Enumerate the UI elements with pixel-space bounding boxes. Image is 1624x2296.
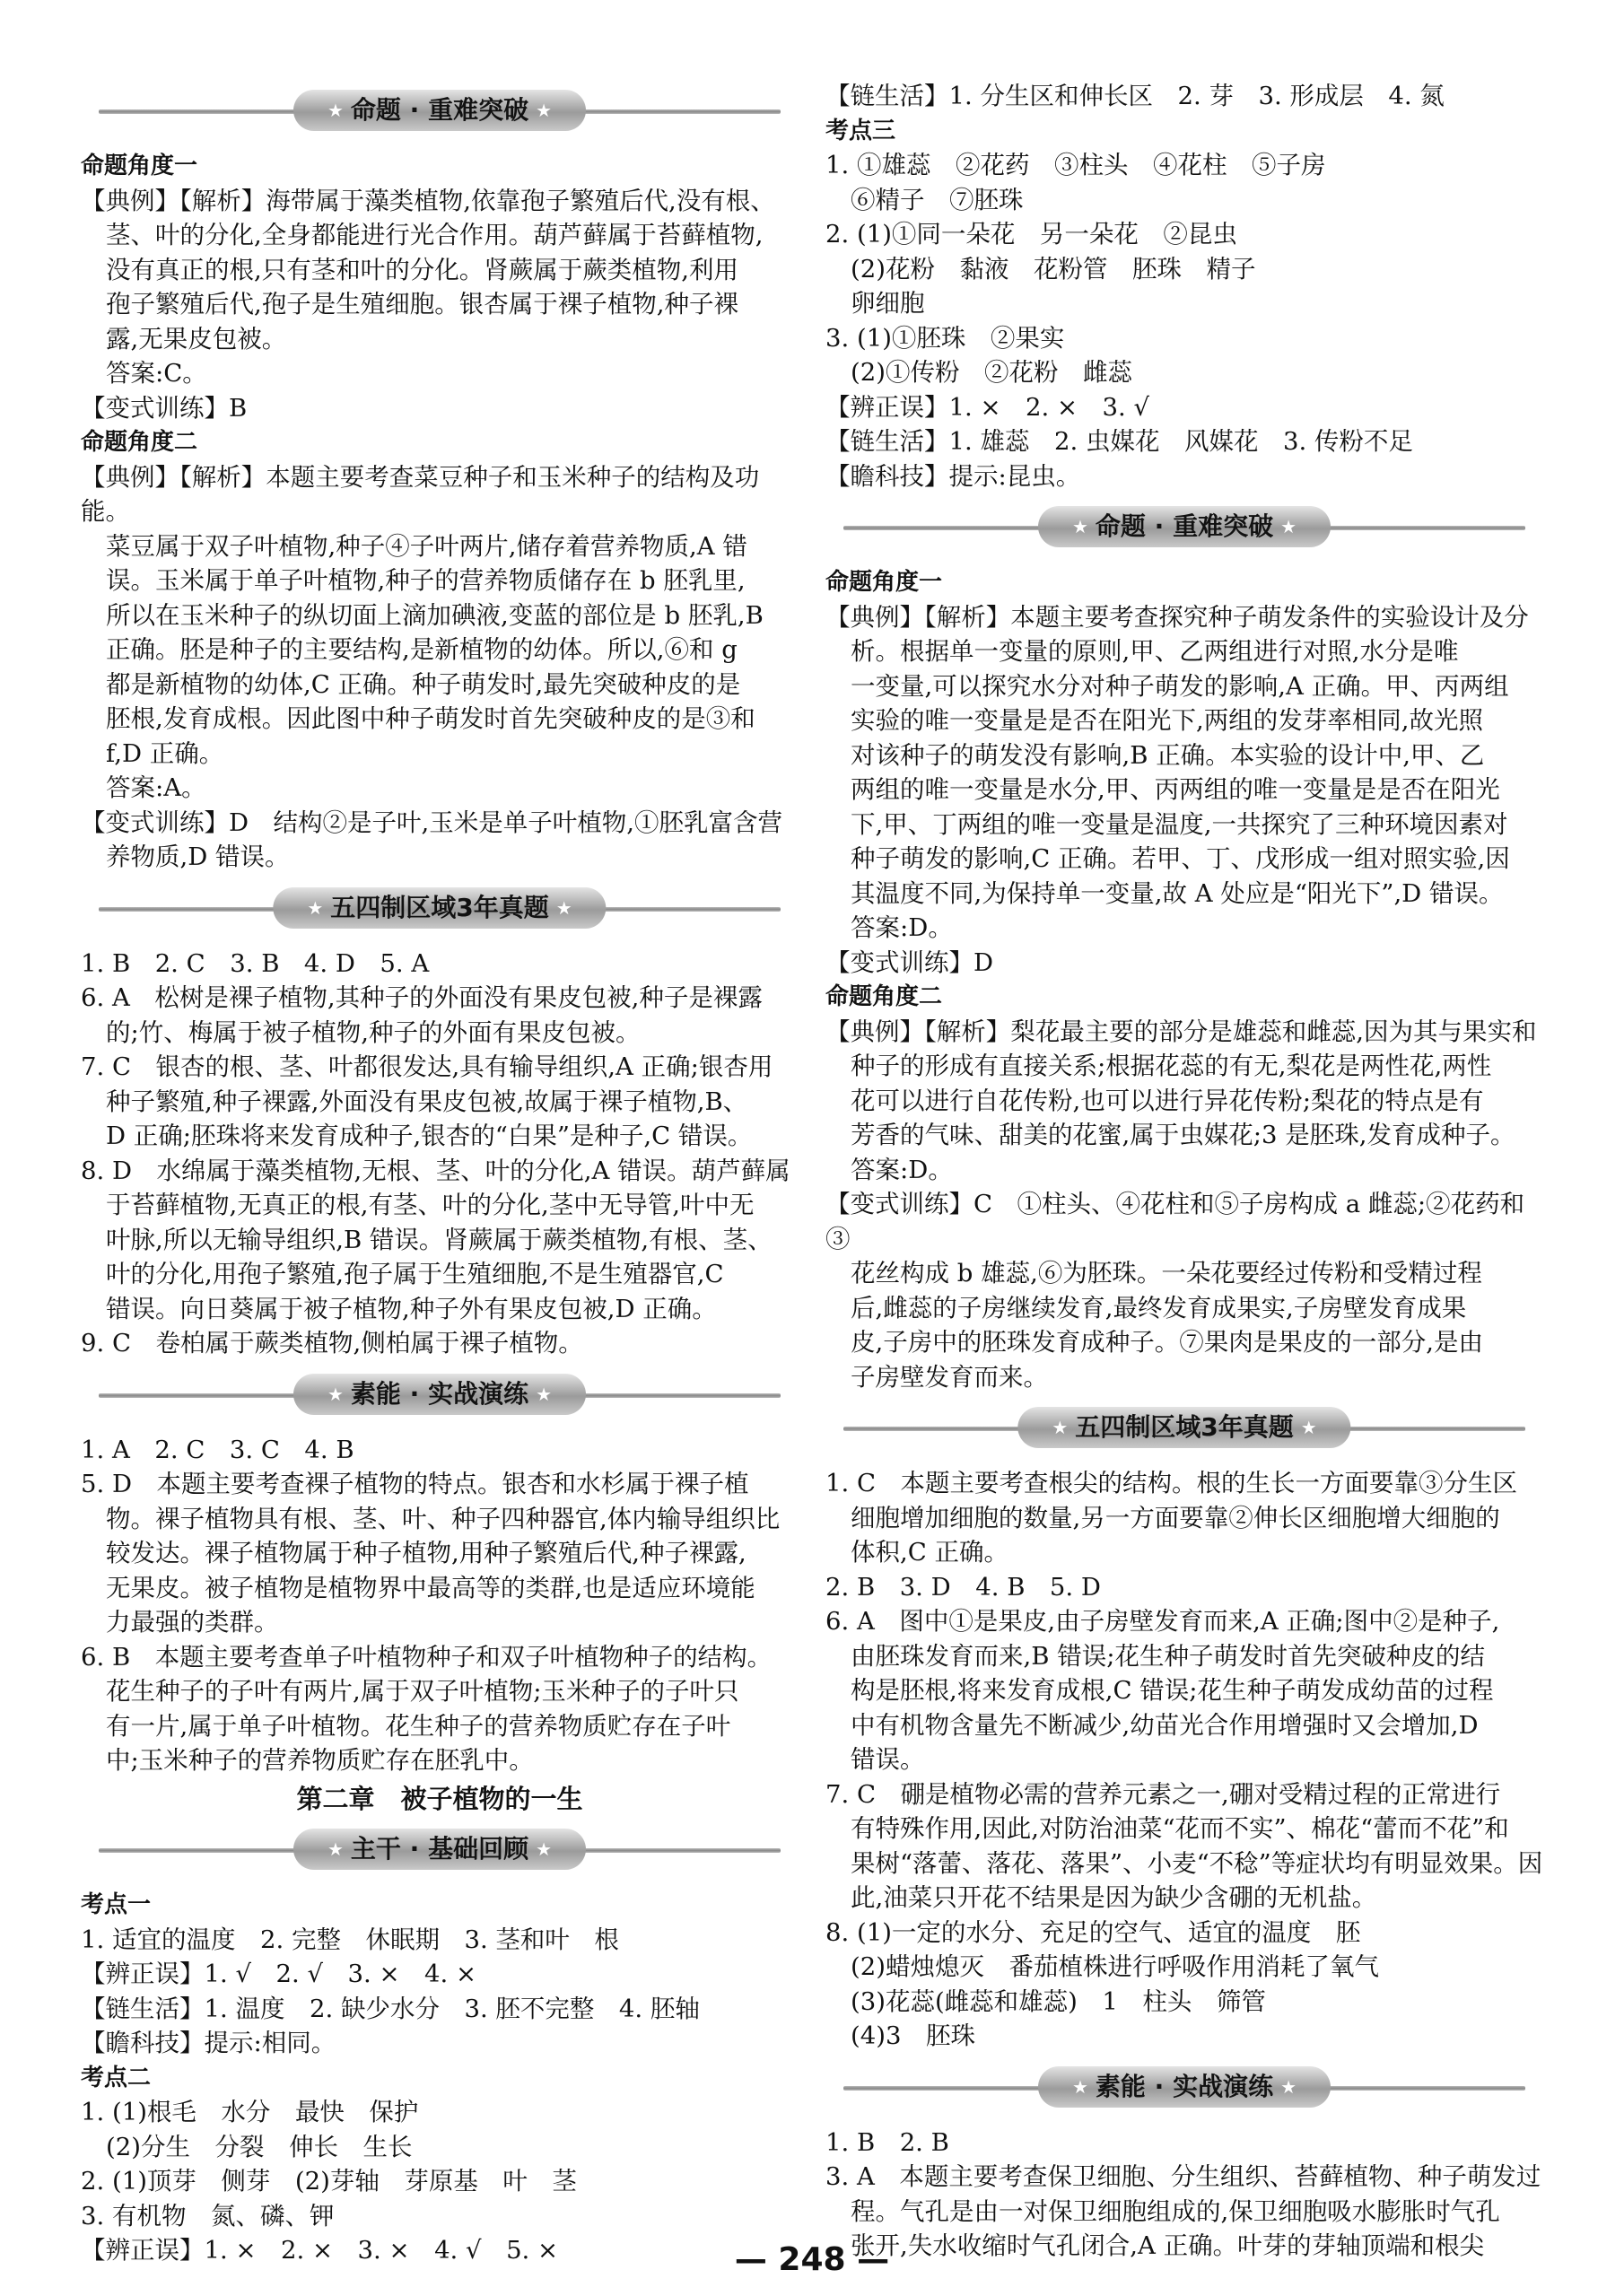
section-heading: 考点三 bbox=[825, 117, 896, 144]
answer-text-line: 有特殊作用,因此,对防治油菜“花而不实”、棉花“蕾而不花”和 bbox=[851, 1814, 1509, 1843]
star-icon: ★ bbox=[536, 1383, 553, 1405]
answer-text-line: 胚根,发育成根。因此图中种子萌发时首先突破种皮的是③和 bbox=[106, 704, 755, 733]
answer-item: 【瞻科技】提示:昆虫。 bbox=[825, 461, 1081, 491]
banner-label bbox=[293, 90, 586, 131]
answer-item: 【典例】【解析】本题主要考查菜豆种子和玉米种子的结构及功能。 bbox=[81, 462, 760, 526]
answer-item: 6. A 图中①是果皮,由子房壁发育而来,A 正确;图中②是种子, bbox=[825, 1607, 1500, 1636]
star-icon: ★ bbox=[1052, 1417, 1069, 1438]
answer-text-line: 两组的唯一变量是水分,甲、丙两组的唯一变量是是否在阳光 bbox=[851, 775, 1500, 804]
answer-text-line: (2)①传粉 ②花粉 雌蕊 bbox=[851, 358, 1132, 387]
answer-text-line: 卵细胞 bbox=[851, 289, 925, 318]
answer-item: 【典例】【解析】海带属于藻类植物,依靠孢子繁殖后代,没有根、 bbox=[81, 186, 775, 215]
answer-text-line: 构是胚根,将来发育成根,C 错误;花生种子萌发成幼苗的过程 bbox=[851, 1676, 1494, 1705]
answer-text-line: 中有机物含量先不断减少,幼苗光合作用增强时又会增加,D bbox=[851, 1710, 1479, 1740]
answer-text-line: 细胞增加细胞的数量,另一方面要靠②伸长区细胞增大细胞的 bbox=[851, 1503, 1500, 1532]
star-icon: ★ bbox=[1280, 2075, 1297, 2098]
answer-text-line: 叶的分化,用孢子繁殖,孢子属于生殖细胞,不是生殖器官,C bbox=[106, 1260, 724, 1288]
answer-text-line: 物。裸子植物具有根、茎、叶、种子四种器官,体内输导组织比 bbox=[106, 1504, 781, 1533]
section-banner bbox=[81, 86, 799, 136]
answer-text-line: 其温度不同,为保持单一变量,故 A 处应是“阳光下”,D 错误。 bbox=[851, 878, 1504, 908]
banner-label bbox=[1038, 2066, 1331, 2108]
section-banner bbox=[825, 2063, 1543, 2113]
answer-item: 【典例】【解析】本题主要考查探究种子萌发条件的实验设计及分 bbox=[825, 602, 1529, 632]
answer-text-line: 力最强的类群。 bbox=[106, 1608, 279, 1637]
section-heading: 命题角度一 bbox=[81, 153, 198, 179]
answer-item: 3. (1)①胚珠 ②果实 bbox=[825, 323, 1065, 353]
answer-text-line: 张开,失水收缩时气孔闭合,A 正确。叶芽的芽轴顶端和根尖 bbox=[851, 2231, 1485, 2260]
answer-text-line: 花丝构成 b 雄蕊,⑥为胚珠。一朵花要经过传粉和受精过程 bbox=[851, 1259, 1482, 1288]
answer-text-line: 所以在玉米种子的纵切面上滴加碘液,变蓝的部位是 b 胚乳,B bbox=[106, 600, 764, 630]
answer-text-line: 答案:D。 bbox=[851, 1155, 953, 1184]
answer-text-line: 孢子繁殖后代,孢子是生殖细胞。银杏属于裸子植物,种子裸 bbox=[106, 290, 738, 319]
banner-label bbox=[293, 1374, 586, 1415]
star-icon: ★ bbox=[555, 896, 572, 919]
answer-text-line: 种子萌发的影响,C 正确。若甲、丁、戊形成一组对照实验,因 bbox=[851, 844, 1510, 873]
answer-text-line: D 正确;胚珠将来发育成种子,银杏的“白果”是种子,C 错误。 bbox=[106, 1122, 753, 1150]
page-number: — 248 — bbox=[734, 2241, 890, 2278]
star-icon: ★ bbox=[327, 1838, 344, 1860]
banner-text: 五四制区域3年真题 bbox=[330, 892, 549, 922]
answer-text-line: (2)分生 分裂 伸长 生长 bbox=[106, 2132, 413, 2161]
section-banner bbox=[825, 1403, 1543, 1454]
section-banner bbox=[81, 1825, 799, 1875]
answer-text-line: 对该种子的萌发没有影响,B 正确。本实验的设计中,甲、乙 bbox=[851, 740, 1485, 770]
answer-item: 1. ①雄蕊 ②花药 ③柱头 ④花柱 ⑤子房 bbox=[825, 151, 1326, 179]
answer-item: 3. A 本题主要考查保卫细胞、分生组织、苔藓植物、种子萌发过 bbox=[825, 2162, 1541, 2191]
answer-item: 1. B 2. B bbox=[825, 2127, 949, 2157]
banner-text: 命题 · 重难突破 bbox=[1095, 511, 1274, 541]
answer-item: 【变式训练】C ①柱头、④花柱和⑤子房构成 a 雌蕊;②花药和③ bbox=[825, 1190, 1525, 1253]
answer-item: 【辨正误】1. √ 2. √ 3. × 4. × bbox=[81, 1960, 477, 1988]
answer-item: 【变式训练】D 结构②是子叶,玉米是单子叶植物,①胚乳富含营 bbox=[81, 808, 783, 837]
answer-item: 【链生活】1. 雄蕊 2. 虫媒花 风媒花 3. 传粉不足 bbox=[825, 427, 1413, 456]
star-icon: ★ bbox=[1300, 1417, 1317, 1438]
star-icon: ★ bbox=[536, 100, 553, 121]
banner-label bbox=[1038, 506, 1331, 547]
answer-text-line: 种子繁殖,种子裸露,外面没有果皮包被,故属于裸子植物,B、 bbox=[106, 1087, 748, 1116]
section-heading: 命题角度一 bbox=[825, 569, 943, 596]
banner-label bbox=[273, 887, 606, 929]
answer-text-line: 一变量,可以探究水分对种子萌发的影响,A 正确。甲、丙两组 bbox=[851, 671, 1509, 701]
answer-text-line: 此,油菜只开花不结果是因为缺少含硼的无机盐。 bbox=[851, 1883, 1377, 1912]
section-heading: 命题角度二 bbox=[825, 983, 943, 1010]
answer-text-line: 错误。向日葵属于被子植物,种子外有果皮包被,D 正确。 bbox=[106, 1294, 717, 1323]
answer-text-line: 子房壁发育而来。 bbox=[851, 1362, 1048, 1392]
answer-text-line: (2)花粉 黏液 花粉管 胚珠 精子 bbox=[851, 254, 1256, 284]
answer-text-line: 种子的形成有直接关系;根据花蕊的有无,梨花是两性花,两性 bbox=[851, 1052, 1492, 1080]
answer-text-line: 错误。 bbox=[851, 1745, 925, 1774]
answer-text-line: 露,无果皮包被。 bbox=[106, 324, 287, 354]
section-banner bbox=[825, 502, 1543, 553]
answer-text-line: 花可以进行自花传粉,也可以进行异花传粉;梨花的特点是有 bbox=[851, 1086, 1484, 1115]
section-banner bbox=[81, 884, 799, 934]
answer-text-line: (2)蜡烛熄灭 番茄植株进行呼吸作用消耗了氧气 bbox=[851, 1952, 1379, 1981]
answer-text-line: 答案:C。 bbox=[106, 359, 207, 388]
answer-item: 9. C 卷柏属于蕨类植物,侧柏属于裸子植物。 bbox=[81, 1329, 583, 1358]
answer-item: 6. A 松树是裸子植物,其种子的外面没有果皮包被,种子是裸露 bbox=[81, 983, 763, 1012]
answer-text-line: 误。玉米属于单子叶植物,种子的营养物质储存在 b 胚乳里, bbox=[106, 566, 746, 595]
answer-text-line: 后,雌蕊的子房继续发育,最终发育成果实,子房壁发育成果 bbox=[851, 1293, 1467, 1323]
banner-label bbox=[1017, 1407, 1350, 1448]
answer-text-line: (3)花蕊(雌蕊和雄蕊) 1 柱头 筛管 bbox=[851, 1986, 1266, 2016]
star-icon: ★ bbox=[536, 1838, 553, 1860]
answer-text-line: 有一片,属于单子叶植物。花生种子的营养物质贮存在子叶 bbox=[106, 1711, 731, 1741]
answer-text-line: 体积,C 正确。 bbox=[851, 1538, 1009, 1567]
answer-text-line: 没有真正的根,只有茎和叶的分化。肾蕨属于蕨类植物,利用 bbox=[106, 255, 738, 284]
section-heading: 考点二 bbox=[81, 2064, 152, 2091]
star-icon: ★ bbox=[307, 896, 324, 919]
answer-item: 2. B 3. D 4. B 5. D bbox=[825, 1572, 1101, 1602]
banner-text: 命题 · 重难突破 bbox=[350, 95, 529, 125]
answer-text-line: 菜豆属于双子叶植物,种子④子叶两片,储存着营养物质,A 错 bbox=[106, 531, 747, 561]
answer-item: 8. (1)一定的水分、充足的空气、适宜的温度 胚 bbox=[825, 1917, 1361, 1947]
answer-item: 2. (1)①同一朵花 另一朵花 ②昆虫 bbox=[825, 220, 1237, 249]
left-column bbox=[81, 77, 799, 2268]
answer-text-line: 养物质,D 错误。 bbox=[106, 842, 290, 871]
chapter-title: 第二章 被子植物的一生 bbox=[296, 1783, 583, 1814]
banner-text: 五四制区域3年真题 bbox=[1075, 1412, 1294, 1442]
answer-text-line: 程。气孔是由一对保卫细胞组成的,保卫细胞吸水膨胀时气孔 bbox=[851, 2196, 1500, 2226]
answer-text-line: f,D 正确。 bbox=[106, 738, 224, 768]
answer-item: 1. C 本题主要考查根尖的结构。根的生长一方面要靠③分生区 bbox=[825, 1469, 1518, 1497]
answer-text-line: 芳香的气味、甜美的花蜜,属于虫媒花;3 是胚珠,发育成种子。 bbox=[851, 1121, 1515, 1149]
answer-item: 3. 有机物 氮、磷、钾 bbox=[81, 2201, 335, 2231]
answer-item: 2. (1)顶芽 侧芽 (2)芽轴 芽原基 叶 茎 bbox=[81, 2167, 577, 2196]
answer-item: 7. C 硼是植物必需的营养元素之一,硼对受精过程的正常进行 bbox=[825, 1779, 1501, 1809]
answer-item: 1. B 2. C 3. B 4. D 5. A bbox=[81, 948, 430, 978]
right-column bbox=[825, 79, 1543, 2264]
answer-text-line: 中;玉米种子的营养物质贮存在胚乳中。 bbox=[106, 1746, 534, 1775]
answer-item: 【辨正误】1. × 2. × 3. √ bbox=[825, 392, 1150, 422]
banner-label bbox=[293, 1829, 586, 1870]
answer-text-line: 花生种子的子叶有两片,属于双子叶植物;玉米种子的子叶只 bbox=[106, 1677, 739, 1706]
section-banner bbox=[81, 1370, 799, 1420]
answer-text-line: 于苔藓植物,无真正的根,有茎、叶的分化,茎中无导管,叶中无 bbox=[106, 1191, 755, 1219]
answer-text-line: (4)3 胚珠 bbox=[851, 2021, 975, 2050]
answer-item: 5. D 本题主要考查裸子植物的特点。银杏和水杉属于裸子植 bbox=[81, 1470, 749, 1498]
answer-item: 8. D 水绵属于藻类植物,无根、茎、叶的分化,A 错误。葫芦藓属 bbox=[81, 1156, 790, 1185]
answer-item: 【辨正误】1. × 2. × 3. × 4. √ 5. × bbox=[81, 2236, 559, 2265]
answer-item: 【变式训练】D bbox=[825, 947, 994, 977]
answer-text-line: 实验的唯一变量是是否在阳光下,两组的发芽率相同,故光照 bbox=[851, 706, 1483, 735]
answer-text-line: ⑥精子 ⑦胚珠 bbox=[851, 185, 1024, 214]
answer-item: 【链生活】1. 分生区和伸长区 2. 芽 3. 形成层 4. 氮 bbox=[825, 82, 1445, 110]
answer-item: 【变式训练】B bbox=[81, 393, 248, 423]
answer-item: 1. (1)根毛 水分 最快 保护 bbox=[81, 2098, 419, 2126]
answer-text-line: 茎、叶的分化,全身都能进行光合作用。葫芦藓属于苔藓植物, bbox=[106, 221, 764, 249]
answer-text-line: 都是新植物的幼体,C 正确。种子萌发时,最先突破种皮的是 bbox=[106, 669, 741, 699]
banner-text: 素能 · 实战演练 bbox=[350, 1378, 529, 1409]
answer-text-line: 果树“落蕾、落花、落果”、小麦“不稔”等症状均有明显效果。因 bbox=[851, 1848, 1543, 1878]
answer-item: 【链生活】1. 温度 2. 缺少水分 3. 胚不完整 4. 胚轴 bbox=[81, 1994, 700, 2023]
banner-text: 素能 · 实战演练 bbox=[1095, 2071, 1274, 2101]
answer-item: 7. C 银杏的根、茎、叶都很发达,具有输导组织,A 正确;银杏用 bbox=[81, 1052, 773, 1081]
answer-item: 【典例】【解析】梨花最主要的部分是雄蕊和雌蕊,因为其与果实和 bbox=[825, 1017, 1537, 1046]
answer-text-line: 下,甲、丁两组的唯一变量是温度,一共探究了三种环境因素对 bbox=[851, 809, 1508, 839]
answer-text-line: 无果皮。被子植物是植物界中最高等的类群,也是适应环境能 bbox=[106, 1573, 755, 1602]
answer-text-line: 答案:D。 bbox=[851, 913, 953, 942]
answer-text-line: 析。根据单一变量的原则,甲、乙两组进行对照,水分是唯 bbox=[851, 637, 1459, 666]
answer-text-line: 答案:A。 bbox=[106, 773, 206, 802]
section-heading: 考点一 bbox=[81, 1891, 152, 1918]
star-icon: ★ bbox=[327, 100, 344, 121]
star-icon: ★ bbox=[1071, 2075, 1088, 2098]
section-heading: 命题角度二 bbox=[81, 429, 198, 456]
answer-item: 6. B 本题主要考查单子叶植物种子和双子叶植物种子的结构。 bbox=[81, 1642, 773, 1672]
banner-text: 主干 · 基础回顾 bbox=[350, 1834, 529, 1864]
answer-text-line: 的;竹、梅属于被子植物,种子的外面有果皮包被。 bbox=[106, 1017, 641, 1047]
answer-text-line: 较发达。裸子植物属于种子植物,用种子繁殖后代,种子裸露, bbox=[106, 1539, 747, 1567]
answer-text-line: 叶脉,所以无输导组织,B 错误。肾蕨属于蕨类植物,有根、茎、 bbox=[106, 1225, 773, 1254]
answer-text-line: 正确。胚是种子的主要结构,是新植物的幼体。所以,⑥和 g bbox=[106, 635, 738, 664]
star-icon: ★ bbox=[1071, 516, 1088, 537]
answer-item: 1. A 2. C 3. C 4. B bbox=[81, 1435, 354, 1464]
answer-text-line: 由胚珠发育而来,B 错误;花生种子萌发时首先突破种皮的结 bbox=[851, 1641, 1485, 1671]
answer-text-line: 皮,子房中的胚珠发育成种子。⑦果肉是果皮的一部分,是由 bbox=[851, 1328, 1483, 1357]
star-icon: ★ bbox=[1280, 516, 1297, 537]
answer-item: 1. 适宜的温度 2. 完整 休眠期 3. 茎和叶 根 bbox=[81, 1925, 619, 1954]
answer-item: 【瞻科技】提示:相同。 bbox=[81, 2029, 336, 2057]
star-icon: ★ bbox=[327, 1383, 344, 1405]
